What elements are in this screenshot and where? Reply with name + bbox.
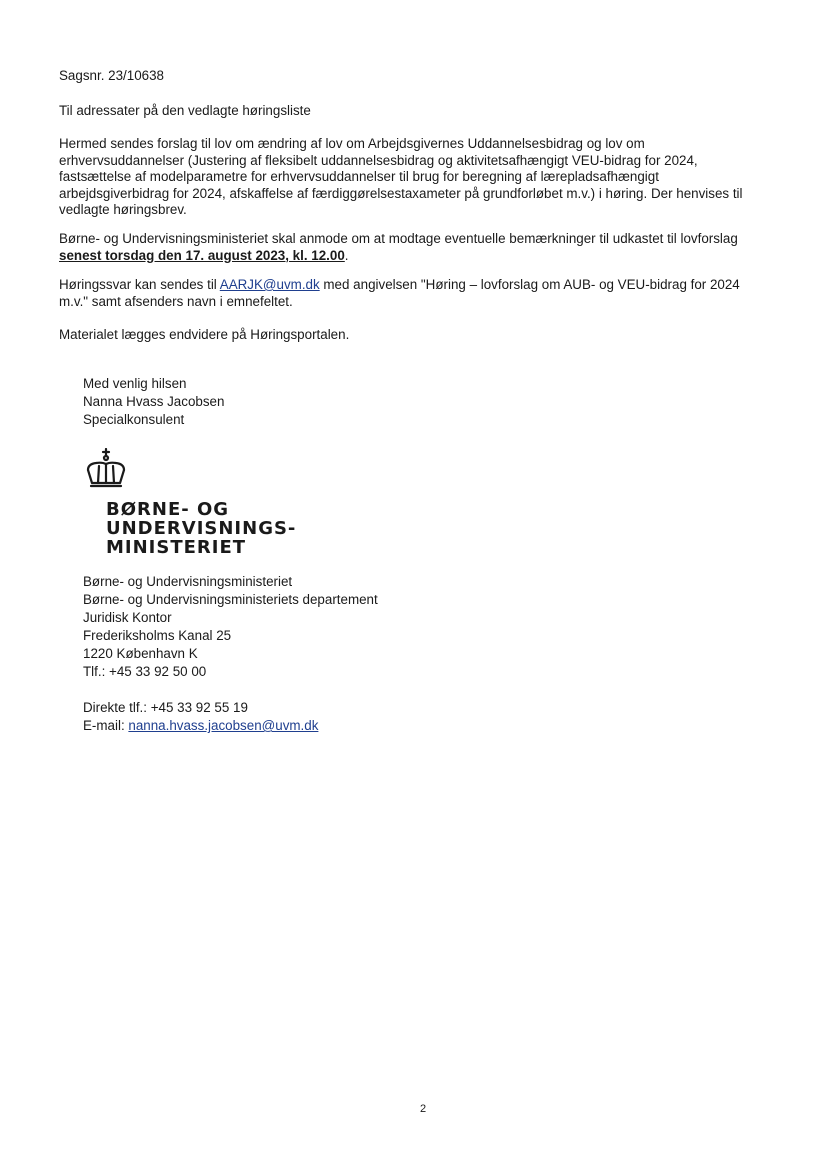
paragraph-line: m.v." samt afsenders navn i emnefeltet. bbox=[59, 293, 293, 309]
signature-title: Specialkonsulent bbox=[83, 412, 185, 427]
deadline-text: senest torsdag den 17. august 2023, kl. 12.00 bbox=[59, 247, 345, 263]
logo-line: MINISTERIET bbox=[106, 537, 247, 558]
signature-name: Nanna Hvass Jacobsen bbox=[83, 394, 225, 409]
paragraph-line: erhvervsuddannelser (Justering af fleksibelt uddannelsesbidrag og aktivitetsafhængigt VEU-bidrag for 2024, bbox=[59, 152, 698, 168]
page-number: 2 bbox=[420, 1103, 427, 1115]
case-number: Sagsnr. 23/10638 bbox=[59, 68, 164, 83]
paragraph-line: Hermed sendes forslag til lov om ændring af lov om Arbejdsgivernes Uddannelsesbidrag og lov om bbox=[59, 136, 645, 151]
email-line bbox=[83, 718, 318, 735]
address-line: Frederiksholms Kanal 25 bbox=[83, 628, 232, 643]
logo-line: UNDERVISNINGS- bbox=[106, 518, 297, 539]
address-line: Tlf.: +45 33 92 50 00 bbox=[83, 664, 207, 679]
email-label: E-mail: bbox=[83, 718, 129, 733]
address-line: Børne- og Undervisningsministeriets departement bbox=[83, 592, 378, 607]
crown-icon bbox=[84, 448, 128, 488]
paragraph-line: vedlagte høringsbrev. bbox=[59, 202, 187, 217]
paragraph-line: Børne- og Undervisningsministeriet skal anmode om at modtage eventuelle bemærkninger til udkastet til lovforslag bbox=[59, 231, 738, 246]
response-email-link[interactable]: AARJK@uvm.dk bbox=[219, 277, 320, 292]
paragraph-proposal bbox=[59, 136, 779, 219]
signature-closing: Med venlig hilsen bbox=[83, 376, 187, 391]
contact-email-link[interactable]: nanna.hvass.jacobsen@uvm.dk bbox=[128, 718, 319, 733]
responses-prefix: Høringssvar kan sendes til bbox=[59, 277, 220, 292]
address-line: Juridisk Kontor bbox=[83, 610, 172, 625]
paragraph-deadline bbox=[59, 231, 779, 264]
deadline-suffix: . bbox=[344, 247, 349, 263]
paragraph-responses bbox=[59, 277, 779, 310]
paragraph-line: fastsættelse af modelparametre for erhvervsuddannelser til brug for beregning af lærepladsafhængigt bbox=[59, 169, 659, 184]
salutation: Til adressater på den vedlagte høringsliste bbox=[59, 103, 311, 118]
paragraph-line: arbejdsgiverbidrag for 2024, afskaffelse af færdiggørelsestaxameter på grundforløbet m.v.) i høring. Der henvises til bbox=[59, 185, 743, 201]
logo-line: BØRNE- OG bbox=[106, 499, 230, 520]
responses-suffix: med angivelsen "Høring – lovforslag om AUB- og VEU-bidrag for 2024 bbox=[319, 277, 740, 292]
address-line: 1220 København K bbox=[83, 646, 198, 661]
direct-phone: Direkte tlf.: +45 33 92 55 19 bbox=[83, 700, 248, 715]
deadline-line bbox=[59, 248, 779, 265]
paragraph-portal: Materialet lægges endvidere på Høringsportalen. bbox=[59, 327, 350, 342]
ministry-logo-text bbox=[106, 500, 296, 557]
paragraph-line bbox=[59, 277, 779, 294]
address-line: Børne- og Undervisningsministeriet bbox=[83, 574, 293, 589]
